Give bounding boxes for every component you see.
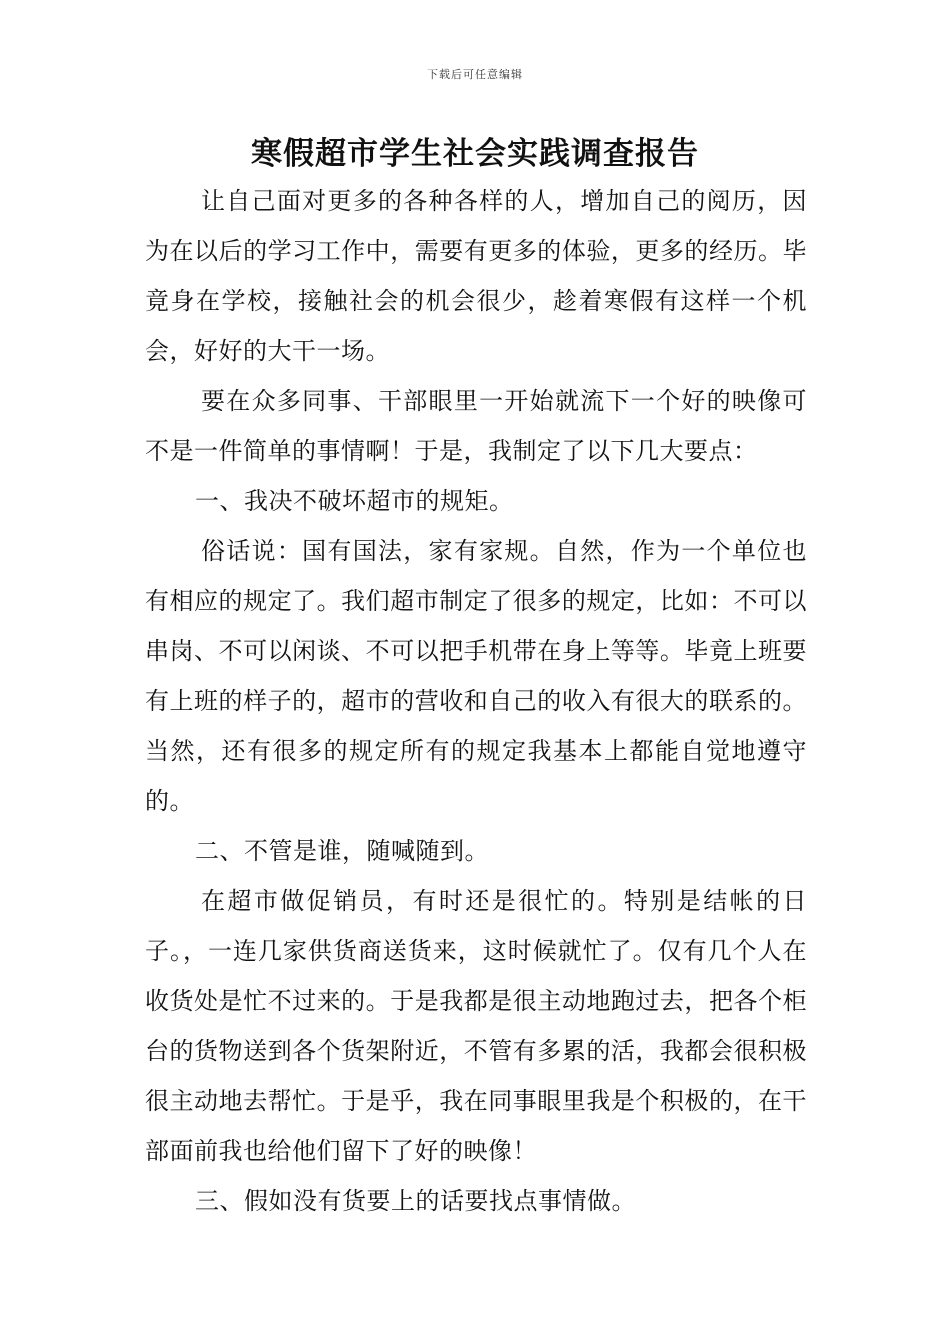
document-title: 寒假超市学生社会实践调查报告 — [251, 136, 699, 172]
paragraph-rules: 俗话说：国有国法，家有家规。自然，作为一个单位也有相应的规定了。我们超市制定了很多的规定，比如：不可以串岗、不可以闲谈、不可以把手机带在身上等等。毕竟上班要有上班的样子的，超市的营收和自己的收入有很大的联系的。当然，还有很多的规定所有的规定我基本上都能自觉地遵守的。 — [145, 537, 807, 815]
document-body — [145, 176, 807, 1226]
paragraph-busy: 在超市做促销员，有时还是很忙的。特别是结帐的日子。，一连几家供货商送货来，这时候就忙了。仅有几个人在收货处是忙不过来的。于是我都是很主动地跑过去，把各个柜台的货物送到各个货架附近，不管有多累的活，我都会很积极很主动地去帮忙。于是乎，我在同事眼里我是个积极的，在干部面前我也给他们留下了好的映像！ — [145, 887, 807, 1165]
paragraph-key-points: 要在众多同事、干部眼里一开始就流下一个好的映像可不是一件简单的事情啊！于是，我制定了以下几大要点： — [145, 387, 807, 465]
paragraph-intro: 让自己面对更多的各种各样的人，增加自己的阅历，因为在以后的学习工作中，需要有更多的体验，更多的经历。毕竟身在学校，接触社会的机会很少，趁着寒假有这样一个机会，好好的大干一场。 — [145, 187, 807, 365]
header-note: 下载后可任意编辑 — [427, 68, 523, 81]
section-heading-1: 一、我决不破坏超市的规矩。 — [195, 487, 514, 515]
section-heading-2: 二、不管是谁，随喊随到。 — [195, 837, 489, 865]
section-heading-3: 三、假如没有货要上的话要找点事情做。 — [195, 1187, 636, 1215]
